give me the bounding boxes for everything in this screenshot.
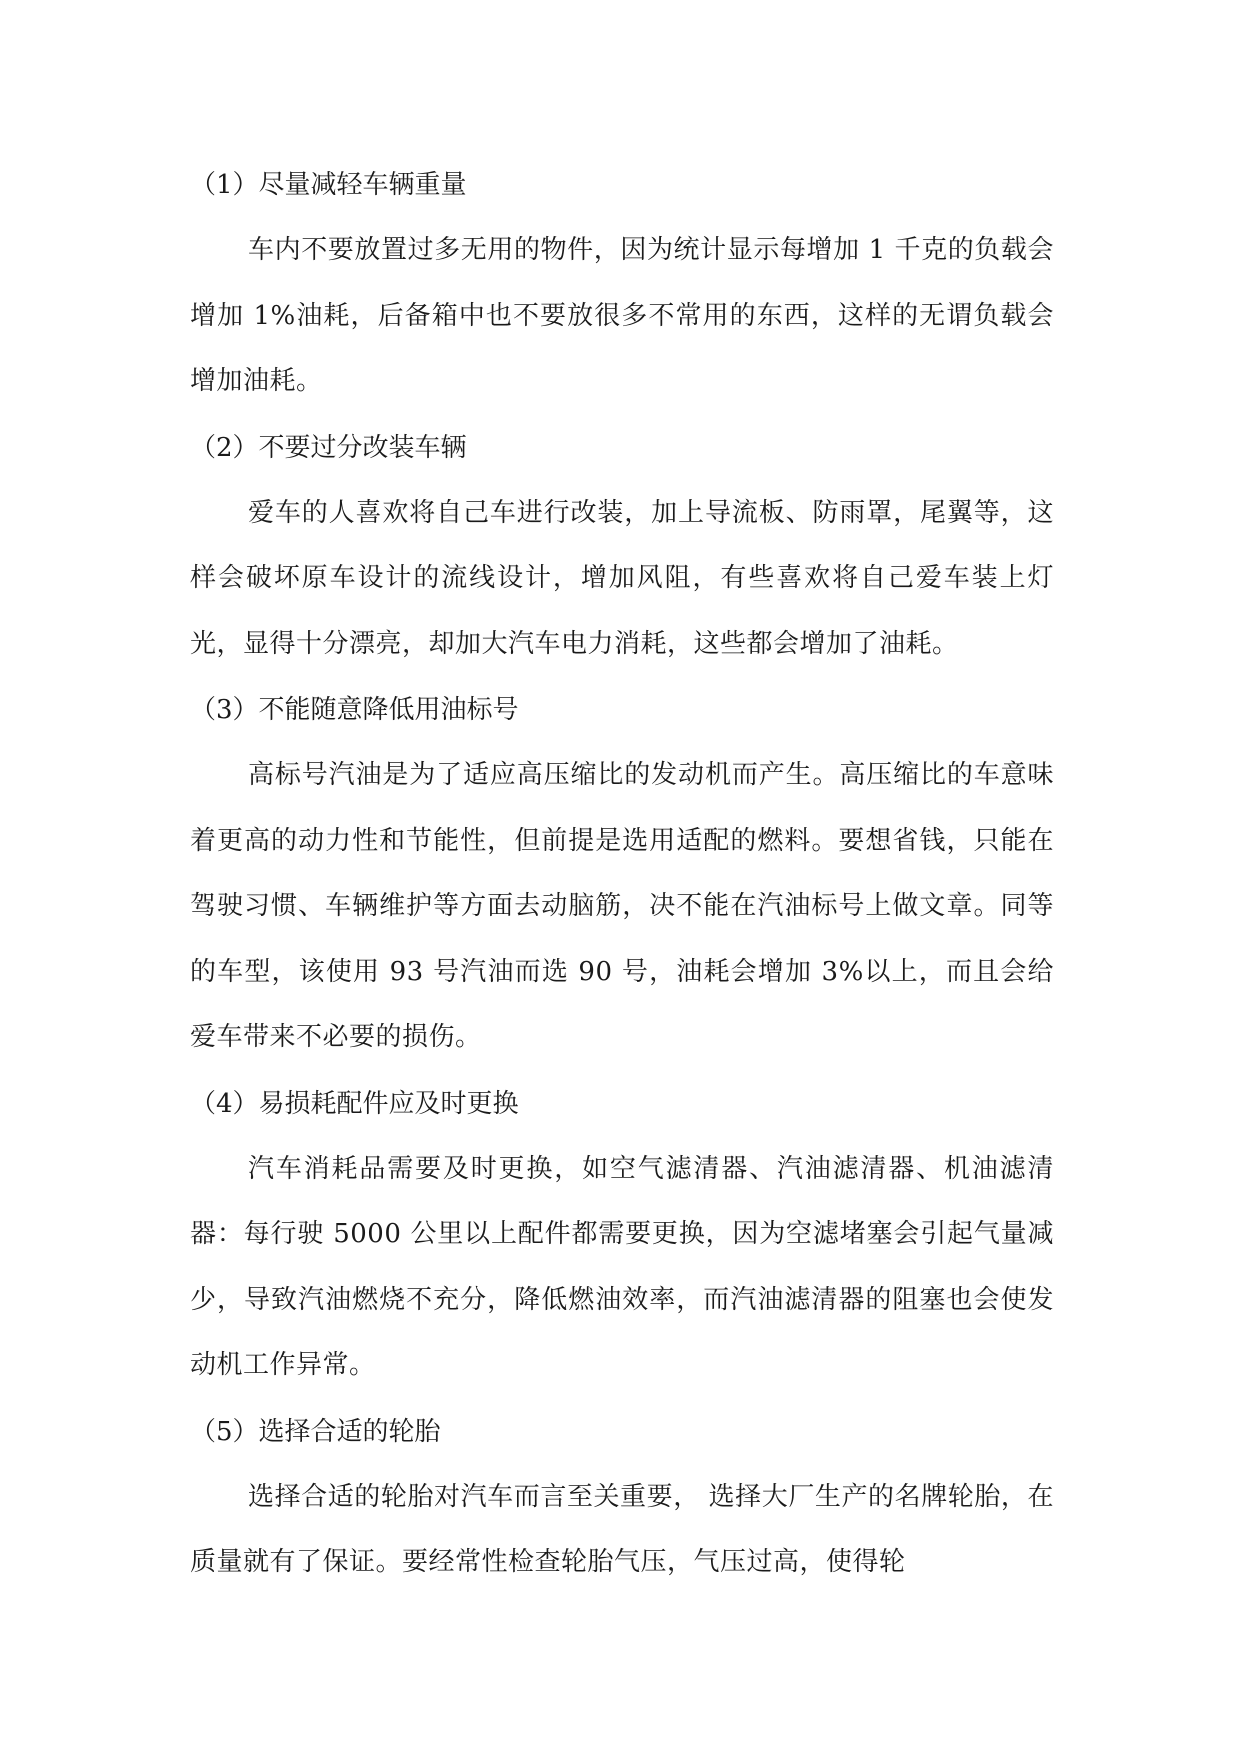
document-page	[190, 152, 1054, 1596]
section-body-2: 爱车的人喜欢将自己车进行改装，加上导流板、防雨罩，尾翼等，这样会破坏原车设计的流线设计，增加风阻，有些喜欢将自己爱车装上灯光，显得十分漂亮，却加大汽车电力消耗，这些都会增加了油耗。	[190, 497, 1054, 659]
section-heading-5: （5）选择合适的轮胎	[190, 1416, 441, 1447]
section-body-3: 高标号汽油是为了适应高压缩比的发动机而产生。高压缩比的车意味着更高的动力性和节能性，但前提是选用适配的燃料。要想省钱，只能在驾驶习惯、车辆维护等方面去动脑筋，决不能在汽油标号上做文章。同等的车型，该使用 93 号汽油而选 90 号，油耗会增加 3%以上，而且会给爱车带来不必要的损伤。	[190, 760, 1054, 1052]
section-heading-4: （4）易损耗配件应及时更换	[190, 1088, 519, 1119]
section-body-5: 选择合适的轮胎对汽车而言至关重要， 选择大厂生产的名牌轮胎，在质量就有了保证。要经常性检查轮胎气压，气压过高，使得轮	[190, 1481, 1054, 1577]
section-heading-1: （1）尽量减轻车辆重量	[190, 170, 467, 200]
section-body-1: 车内不要放置过多无用的物件，因为统计显示每增加 1 千克的负载会增加 1%油耗，后备箱中也不要放很多不常用的东西，这样的无谓负载会增加油耗。	[190, 235, 1054, 396]
section-heading-2: （2）不要过分改装车辆	[190, 432, 467, 463]
section-heading-3: （3）不能随意降低用油标号	[190, 695, 519, 725]
section-body-4: 汽车消耗品需要及时更换，如空气滤清器、汽油滤清器、机油滤清器：每行驶 5000 公里以上配件都需要更换，因为空滤堵塞会引起气量减少，导致汽油燃烧不充分，降低燃油效率，而汽油滤清器的阻塞也会使发动机工作异常。	[190, 1153, 1054, 1380]
